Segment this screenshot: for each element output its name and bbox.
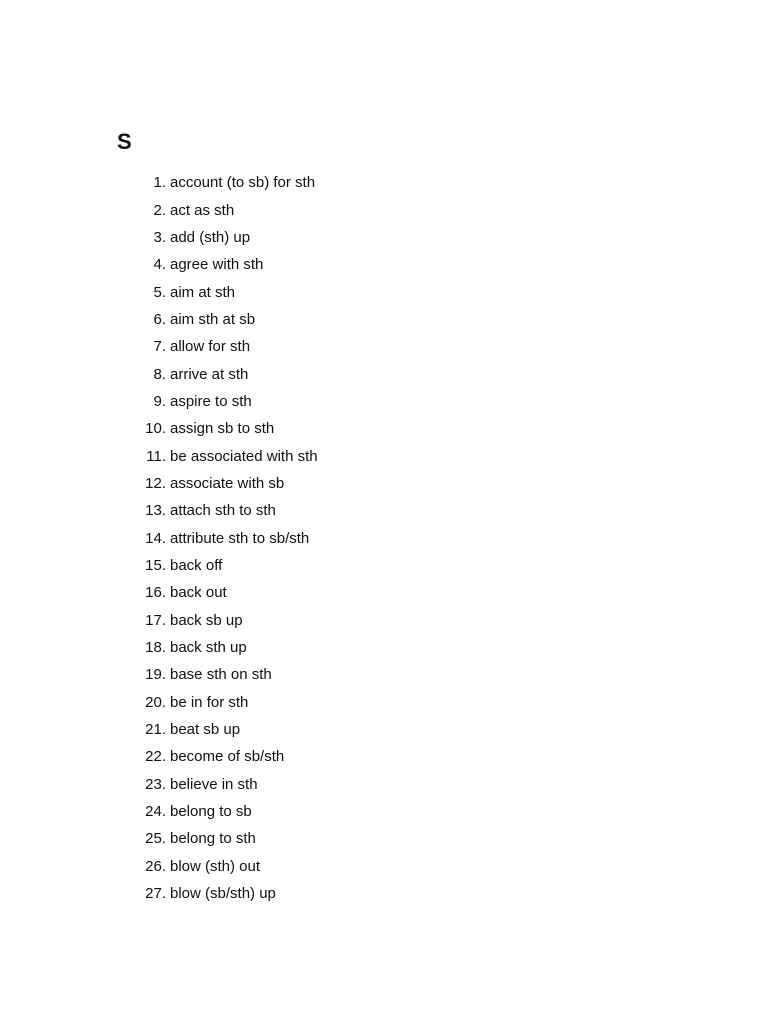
list-item-text: belong to sth: [170, 830, 256, 848]
list-item: [0, 825, 318, 852]
list-item-number: 15.: [145, 556, 166, 574]
list-item-text: act as sth: [170, 201, 235, 219]
list-item-number: 5.: [153, 283, 166, 301]
list-item-text: blow (sb/sth) up: [170, 885, 276, 903]
list-item-number: 14.: [145, 529, 166, 547]
list-item: [0, 524, 318, 551]
list-item-number: 17.: [145, 611, 166, 629]
list-item-number: 26.: [145, 857, 166, 875]
list-item-number: 7.: [153, 338, 166, 356]
list-item-text: become of sb/sth: [170, 748, 285, 766]
list-item: [0, 689, 318, 716]
list-item-text: base sth on sth: [170, 666, 272, 684]
list-item: [0, 360, 318, 387]
list-item-number: 19.: [145, 666, 166, 684]
list-item-number: 18.: [145, 639, 166, 657]
list-item-text: aim sth at sb: [170, 310, 256, 328]
list-item-number: 9.: [153, 392, 166, 410]
list-item: [0, 196, 318, 223]
list-item-number: 3.: [153, 228, 166, 246]
list-item-text: back off: [170, 556, 223, 574]
list-item: [0, 853, 318, 880]
list-item-text: account (to sb) for sth: [170, 174, 316, 192]
list-item-text: back sb up: [170, 611, 243, 629]
list-item: [0, 552, 318, 579]
list-item-text: add (sth) up: [170, 228, 251, 246]
list-item: [0, 661, 318, 688]
list-item-text: attach sth to sth: [170, 502, 276, 520]
list-item: [0, 716, 318, 743]
list-item-number: 1.: [153, 174, 166, 192]
list-item: [0, 388, 318, 415]
list-item-text: assign sb to sth: [170, 420, 275, 438]
list-item-text: arrive at sth: [170, 365, 249, 383]
list-item: [0, 771, 318, 798]
list-item-number: 20.: [145, 693, 166, 711]
list-item-number: 25.: [145, 830, 166, 848]
list-item: [0, 607, 318, 634]
list-item-number: 21.: [145, 721, 166, 739]
phrasal-verb-list: [0, 169, 318, 907]
list-item: [0, 579, 318, 606]
list-item-number: 10.: [145, 420, 166, 438]
list-item: [0, 880, 318, 907]
list-item-text: believe in sth: [170, 775, 258, 793]
list-item-text: aim at sth: [170, 283, 236, 301]
list-item-text: associate with sb: [170, 474, 285, 492]
list-item-text: back sth up: [170, 639, 247, 657]
list-item-text: be associated with sth: [170, 447, 318, 465]
list-item-number: 12.: [145, 474, 166, 492]
list-item-text: belong to sb: [170, 803, 252, 821]
list-item-number: 2.: [153, 201, 166, 219]
list-item-text: beat sb up: [170, 721, 241, 739]
list-item-text: blow (sth) out: [170, 857, 261, 875]
list-item: [0, 470, 318, 497]
list-item-number: 16.: [145, 584, 166, 602]
list-item-number: 23.: [145, 775, 166, 793]
list-item: [0, 169, 318, 196]
list-item-number: 8.: [153, 365, 166, 383]
list-item-number: 27.: [145, 885, 166, 903]
list-item: [0, 743, 318, 770]
list-item-number: 13.: [145, 502, 166, 520]
section-heading: S: [117, 129, 132, 154]
list-item: [0, 798, 318, 825]
list-item-text: agree with sth: [170, 256, 264, 274]
list-item-number: 22.: [145, 748, 166, 766]
list-item: [0, 497, 318, 524]
list-item: [0, 251, 318, 278]
list-item: [0, 278, 318, 305]
list-item-text: attribute sth to sb/sth: [170, 529, 310, 547]
list-item-text: aspire to sth: [170, 392, 252, 410]
list-item: [0, 333, 318, 360]
list-item-number: 24.: [145, 803, 166, 821]
list-item: [0, 224, 318, 251]
list-item-number: 4.: [153, 256, 166, 274]
list-item-text: be in for sth: [170, 693, 249, 711]
list-item-number: 6.: [153, 310, 166, 328]
list-item-text: back out: [170, 584, 227, 602]
list-item: [0, 306, 318, 333]
list-item-number: 11.: [146, 447, 166, 465]
list-item: [0, 634, 318, 661]
list-item-text: allow for sth: [170, 338, 251, 356]
list-item: [0, 415, 318, 442]
list-item: [0, 442, 318, 469]
